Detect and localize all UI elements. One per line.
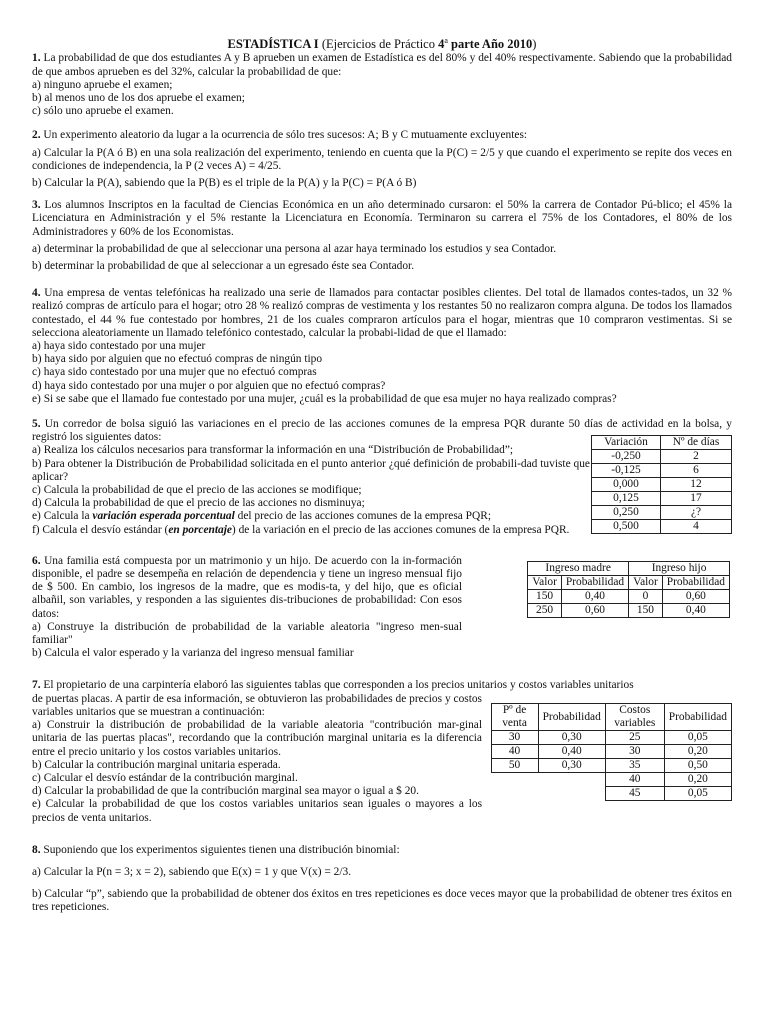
table-cell: 12 <box>661 478 732 492</box>
item-text: f) Calcula el desvío estándar ( <box>32 523 169 536</box>
title-close-paren: ) <box>532 37 537 52</box>
exercise-item <box>32 524 590 537</box>
exercise-4 <box>32 287 732 406</box>
table-empty-cell <box>538 787 605 801</box>
table-group-header-cell: Ingreso hijo <box>629 561 730 575</box>
table-header-row <box>592 436 732 450</box>
table-cell: 30 <box>605 745 664 759</box>
table-row <box>491 773 731 787</box>
page-title <box>32 34 732 51</box>
table-cell: 0,40 <box>561 589 628 603</box>
exercise-statement-rest: de puertas placas. A partir de esa información, se obtuvieron las probabilidades de precios y costos variables unitarios que se muestran a continuación: <box>32 692 482 718</box>
exercise-statement-line1: El propietario de una carpintería elaboró las siguientes tablas que corresponden a los precios unitarios y costos variables unitarios <box>43 679 634 692</box>
table-cell: 0,500 <box>592 520 661 534</box>
title-open-paren: ( <box>321 37 326 52</box>
table-header-row <box>528 575 730 589</box>
exercise-6 <box>32 555 732 661</box>
exercise-statement: Un experimento aleatorio da lugar a la ocurrencia de sólo tres sucesos: A; B y C mutuamente excluyentes: <box>43 129 528 142</box>
table-header-cell: Nº de días <box>661 436 732 450</box>
table-cell: 0,50 <box>664 759 731 773</box>
item-text: e) Calcula la <box>32 510 93 523</box>
table-cell: 30 <box>491 731 538 745</box>
table-cell: 0,20 <box>664 773 731 787</box>
title-main: ESTADÍSTICA I <box>227 37 319 52</box>
item-text: del precio de las acciones comunes de la empresa PQR; <box>234 510 491 523</box>
table-cell: -0,125 <box>592 464 661 478</box>
exercise-statement: Una familia está compuesta por un matrimonio y un hijo. De acuerdo con la in-formación disponible, el padre se desempeña en relación de dependencia y tiene un ingreso mensual fijo de $ 500. En cambio, los ingresos de la madre, que es modis-ta, y del hijo, que es oficial albañil, son variables, y responden a las siguientes dis-tribuciones de probabilidad: Con esos datos: <box>32 554 462 620</box>
exercise-2 <box>32 129 732 190</box>
exercise-item: b) haya sido por alguien que no efectuó compras de ningún tipo <box>32 353 323 366</box>
exercise-item: d) haya sido contestado por una mujer o por alguien que no efectuó compras? <box>32 379 386 392</box>
table-header-cell: Valor <box>629 575 663 589</box>
table-row <box>592 478 732 492</box>
title-subtitle: Ejercicios de Práctico <box>325 37 439 52</box>
exercise-item: b) determinar la probabilidad de que al seleccionar a un egresado éste sea Contador. <box>32 260 415 272</box>
table-cell: 250 <box>528 603 562 617</box>
table-cell: 0,40 <box>662 603 729 617</box>
table-row <box>491 731 731 745</box>
table-cell: 50 <box>491 759 538 773</box>
table-group-header-cell: Ingreso madre <box>528 561 629 575</box>
table-header-cell: Valor <box>528 575 562 589</box>
exercise-item: a) Calcular la P(n = 3; x = 2), sabiendo que E(x) = 1 y que V(x) = 2/3. <box>32 865 352 878</box>
table-cell: 25 <box>605 731 664 745</box>
document-page <box>32 34 732 915</box>
table-row <box>528 589 730 603</box>
exercise-number: 2. <box>32 129 41 142</box>
exercise-5 <box>32 418 732 537</box>
exercise-number: 6. <box>32 554 41 567</box>
exercise-item: c) Calcula la probabilidad de que el precio de las acciones se modifique; <box>32 484 362 497</box>
table-cell: 45 <box>605 787 664 801</box>
table-cell: 4 <box>661 520 732 534</box>
exercise-item: a) Calcular la P(A ó B) en una sola realización del experimento, teniendo en cuenta que la P(C) = 2/5 y que cuando el experimento se repite dos veces en condiciones de independencia, la P (2 veces A) = 4/25. <box>32 146 732 172</box>
table-row <box>491 745 731 759</box>
exercise-item: a) Construye la distribución de probabilidad de la variable aleatoria "ingreso men-sual familiar" <box>32 620 462 647</box>
title-superscript: a <box>444 36 448 45</box>
table-header-cell: Probabilidad <box>664 704 731 731</box>
table-cell: 0,000 <box>592 478 661 492</box>
table-cell: ¿? <box>661 506 732 520</box>
exercise-item: b) Calcula el valor esperado y la varianza del ingreso mensual familiar <box>32 647 354 660</box>
exercise-item: e) Calcular la probabilidad de que los costos variables unitarios sean iguales o mayores a los precios de venta unitarios. <box>32 798 482 824</box>
exercise-statement: Una empresa de ventas telefónicas ha realizado una serie de llamados para contactar posibles clientes. Del total de llamados contes-tados, un 32 % realizó compras de artículo para el hogar; otro 28 % realizó compras de vestimenta y los restantes 50 no realizaron compra alguna. De todos los llamados contestado, el 44 % fue contestado por hombres, 21 de los cuales compraron artículos para el hogar, mientras que 10 compraron vestimentas. Si se selecciona aleatoriamente un llamado telefónico contestado, calcular la probabi-lidad de que el llamado: <box>32 287 732 339</box>
income-distribution-table <box>527 561 730 618</box>
exercise-8 <box>32 844 732 915</box>
title-part-number: 4 <box>438 37 445 52</box>
table-cell: 0,05 <box>664 731 731 745</box>
table-group-header-row <box>528 561 730 575</box>
table-row <box>592 450 732 464</box>
table-cell: 150 <box>629 603 663 617</box>
table-cell: 0,125 <box>592 492 661 506</box>
item-text: ) de la variación en el precio de las acciones comunes de la empresa PQR. <box>231 523 570 536</box>
exercise-item: b) Calcular la contribución marginal unitaria esperada. <box>32 758 281 771</box>
exercise-number: 4. <box>32 287 41 300</box>
table-cell: 0,05 <box>664 787 731 801</box>
table-cell: -0,250 <box>592 450 661 464</box>
table-header-cell: Probabilidad <box>561 575 628 589</box>
exercise-item: a) haya sido contestado por una mujer <box>32 340 206 353</box>
title-year: parte Año 2010 <box>447 37 533 52</box>
table-cell: 35 <box>605 759 664 773</box>
table-row <box>491 759 731 773</box>
table-header-row <box>491 704 731 731</box>
table-header-cell: Costos variables <box>605 704 664 731</box>
table-cell: 0,30 <box>538 731 605 745</box>
exercise-number: 1. <box>32 52 41 65</box>
exercise-statement: Un corredor de bolsa siguió las variaciones en el precio de las acciones comunes de la empresa PQR durante 50 días de actividad en la bolsa, y registró los siguientes datos: <box>32 418 732 444</box>
table-row <box>592 464 732 478</box>
exercise-3 <box>32 199 732 273</box>
price-cost-table <box>491 703 732 801</box>
table-cell: 17 <box>661 492 732 506</box>
exercise-item: c) sólo uno apruebe el examen. <box>32 105 174 118</box>
exercise-number: 5. <box>32 418 41 431</box>
price-variation-table <box>591 435 732 534</box>
table-empty-cell <box>491 787 538 801</box>
exercise-item: a) ninguno apruebe el examen; <box>32 78 173 91</box>
exercise-statement: Suponiendo que los experimentos siguientes tienen una distribución binomial: <box>43 843 400 856</box>
table-cell: 40 <box>605 773 664 787</box>
item-emphasis: en porcentaje <box>168 523 232 536</box>
exercise-item: b) Calcular la P(A), sabiendo que la P(B) es el triple de la P(A) y la P(C) = P(A ó B) <box>32 176 417 189</box>
exercise-item: c) haya sido contestado por una mujer que no efectuó compras <box>32 366 317 379</box>
table-cell: 150 <box>528 589 562 603</box>
exercise-item: c) Calcular el desvío estándar de la contribución marginal. <box>32 771 298 784</box>
exercise-item: a) Construir la distribución de probabilidad de la variable aleatoria "contribución mar-ginal unitaria de las puertas placas", recordando que la contribución marginal unitaria es la diferencia entre el precio unitario y los costos variables unitarios. <box>32 719 482 758</box>
table-row <box>592 506 732 520</box>
table-cell: 0,20 <box>664 745 731 759</box>
table-row <box>592 520 732 534</box>
exercise-item: d) Calcula la probabilidad de que el precio de las acciones no disminuya; <box>32 497 365 510</box>
item-emphasis: variación esperada porcentual <box>92 510 235 523</box>
table-header-cell: Variación <box>592 436 661 450</box>
table-empty-cell <box>538 773 605 787</box>
exercise-item: b) Para obtener la Distribución de Probabilidad solicitada en el punto anterior ¿qué definición de probabili-dad tuviste que aplicar? <box>32 457 590 483</box>
exercise-item: b) al menos uno de los dos apruebe el examen; <box>32 91 245 104</box>
exercise-1 <box>32 52 732 118</box>
exercise-number: 7. <box>32 679 41 692</box>
table-header-cell: Probabilidad <box>662 575 729 589</box>
exercise-item: a) Realiza los cálculos necesarios para transformar la información en una “Distribución de Probabilidad”; <box>32 444 514 457</box>
table-header-cell: Probabilidad <box>538 704 605 731</box>
exercise-7 <box>32 679 732 824</box>
table-cell: 0,60 <box>662 589 729 603</box>
table-cell: 0,30 <box>538 759 605 773</box>
exercise-item: e) Si se sabe que el llamado fue contestado por una mujer, ¿cuál es la probabilidad de que esa mujer no haya realizado compras? <box>32 392 617 405</box>
exercise-number: 3. <box>32 199 41 212</box>
exercise-statement: Los alumnos Inscriptos en la facultad de Ciencias Económica en un año determinado cursaron: el 50% la carrera de Contador Pú-blico; el 45% la Licenciatura en Administración y el 5% restante la Licenciatura en Economía. Terminaron su carrera el 75% de los Contadores, el 80% de los Administradores y 60% de los Economistas. <box>32 199 733 238</box>
table-cell: 0,40 <box>538 745 605 759</box>
table-cell: 6 <box>661 464 732 478</box>
exercise-statement: La probabilidad de que dos estudiantes A y B aprueben un examen de Estadística es del 80% y del 40% respectivamente. Sabiendo que la probabilidad de que ambos aprueben es del 32%, calcular la probabilidad de que: <box>32 52 733 78</box>
table-row <box>491 787 731 801</box>
table-row <box>592 492 732 506</box>
table-header-cell: Pº de venta <box>491 704 538 731</box>
exercise-item: b) Calcular “p”, sabiendo que la probabilidad de obtener dos éxitos en tres repeticiones es doce veces mayor que la probabilidad de obtener tres éxitos en tres repeticiones. <box>32 888 732 914</box>
table-empty-cell <box>491 773 538 787</box>
table-cell: 0,60 <box>561 603 628 617</box>
table-cell: 0 <box>629 589 663 603</box>
exercise-number: 8. <box>32 843 41 856</box>
exercise-item: d) Calcular la probabilidad de que la contribución marginal sea mayor o igual a $ 20. <box>32 785 419 798</box>
exercise-item <box>32 510 590 523</box>
table-cell: 40 <box>491 745 538 759</box>
table-cell: 0,250 <box>592 506 661 520</box>
table-row <box>528 603 730 617</box>
table-cell: 2 <box>661 450 732 464</box>
exercise-item: a) determinar la probabilidad de que al seleccionar una persona al azar haya terminado los estudios y sea Contador. <box>32 242 557 255</box>
